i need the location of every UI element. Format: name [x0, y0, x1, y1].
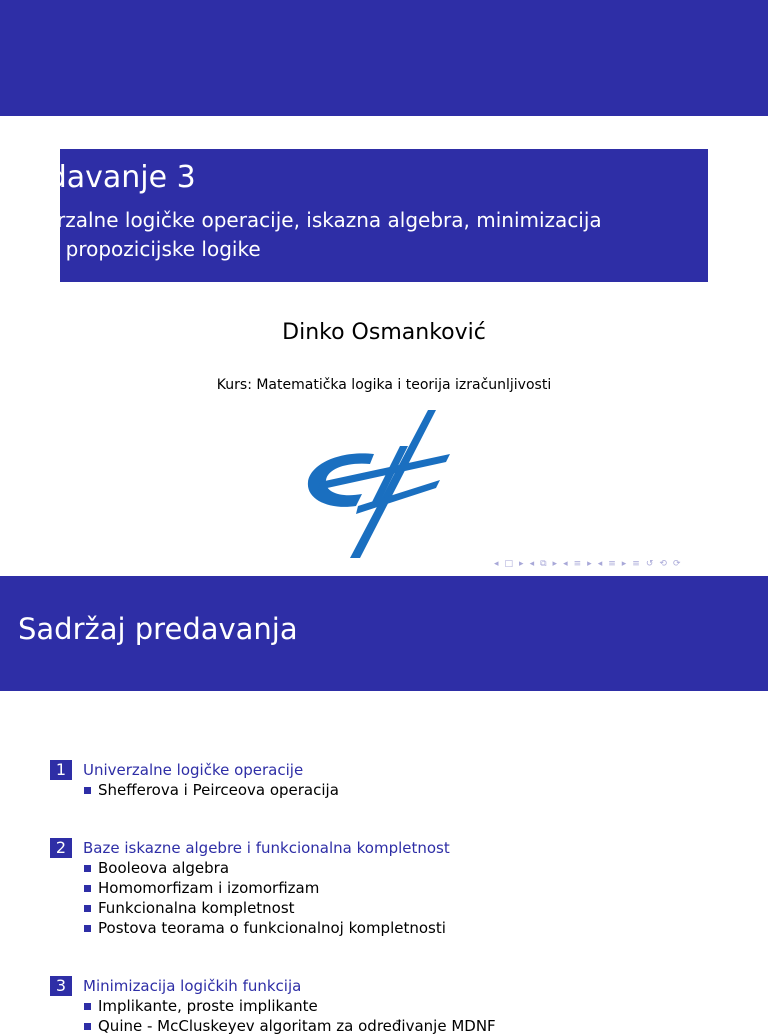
- toc-subsection[interactable]: Booleova algebra: [84, 858, 750, 878]
- subtitle-line-1: Univerzalne logičke operacije, iskazna algebra, minimizacija: [0, 208, 602, 232]
- toc-subsection[interactable]: Funkcionalna kompletnost: [84, 898, 750, 918]
- nav-back-icon[interactable]: ⟲: [659, 559, 667, 569]
- nav-doc-icon[interactable]: ≡: [632, 559, 640, 569]
- bullet-icon: [84, 925, 91, 932]
- nav-frame-icon[interactable]: □: [504, 559, 514, 569]
- nav-next-sub-icon[interactable]: ▸: [552, 559, 558, 569]
- etf-logo-icon: [300, 406, 460, 562]
- bullet-icon: [84, 787, 91, 794]
- subtitle-line-2: izraza propozicijske logike: [0, 237, 261, 261]
- bullet-icon: [84, 905, 91, 912]
- bullet-icon: [84, 865, 91, 872]
- toc-subsection[interactable]: Postova teorama o funkcionalnoj kompletnosti: [84, 918, 750, 938]
- nav-part-icon[interactable]: ≡: [608, 559, 616, 569]
- toc-section-1[interactable]: [50, 760, 750, 800]
- author-name: Dinko Osmanković: [282, 320, 486, 345]
- slide-subtitle: [0, 206, 768, 264]
- nav-subsection-icon[interactable]: ⧉: [540, 559, 547, 569]
- nav-prev-sec-icon[interactable]: ◂: [563, 559, 568, 569]
- nav-prev-sub-icon[interactable]: ◂: [529, 559, 535, 569]
- toc-subsection[interactable]: Homomorfizam i izomorfizam: [84, 878, 750, 898]
- nav-next-icon[interactable]: ▸: [519, 559, 524, 569]
- table-of-contents: [50, 760, 750, 1036]
- course-name: Kurs: Matematička logika i teorija izračunljivosti: [216, 377, 552, 393]
- bullet-icon: [84, 1023, 91, 1030]
- nav-next-sec-icon[interactable]: ▸: [587, 559, 592, 569]
- nav-prev-icon[interactable]: ◂: [494, 559, 499, 569]
- nav-forward-icon[interactable]: ⟳: [672, 559, 681, 569]
- section-title-link[interactable]: Univerzalne logičke operacije: [83, 761, 304, 779]
- header-band: [0, 0, 768, 116]
- section-title-link[interactable]: Minimizacija logičkih funkcija: [83, 977, 302, 995]
- nav-next-part-icon[interactable]: ▸: [621, 559, 627, 569]
- frame-title: Sadržaj predavanja: [18, 612, 298, 646]
- slide-title: Predavanje 3: [0, 160, 196, 195]
- bullet-icon: [84, 1003, 91, 1010]
- bullet-icon: [84, 885, 91, 892]
- toc-section-3[interactable]: [50, 976, 750, 1036]
- section-number: 3: [50, 976, 72, 996]
- nav-search-icon[interactable]: ↺: [645, 559, 654, 569]
- section-number: 2: [50, 838, 72, 858]
- section-number: 1: [50, 760, 72, 780]
- beamer-navigation-bar[interactable]: [494, 557, 764, 571]
- section-title-link[interactable]: Baze iskazne algebre i funkcionalna kompletnost: [83, 839, 450, 857]
- toc-section-2[interactable]: [50, 838, 750, 938]
- toc-subsection[interactable]: Shefferova i Peirceova operacija: [84, 780, 750, 800]
- toc-subsection[interactable]: Quine - McCluskeyev algoritam za određivanje MDNF: [84, 1016, 750, 1036]
- nav-section-icon[interactable]: ≡: [573, 559, 582, 569]
- nav-prev-part-icon[interactable]: ◂: [597, 559, 603, 569]
- toc-subsection[interactable]: Implikante, proste implikante: [84, 996, 750, 1016]
- contents-slide: [0, 576, 768, 1035]
